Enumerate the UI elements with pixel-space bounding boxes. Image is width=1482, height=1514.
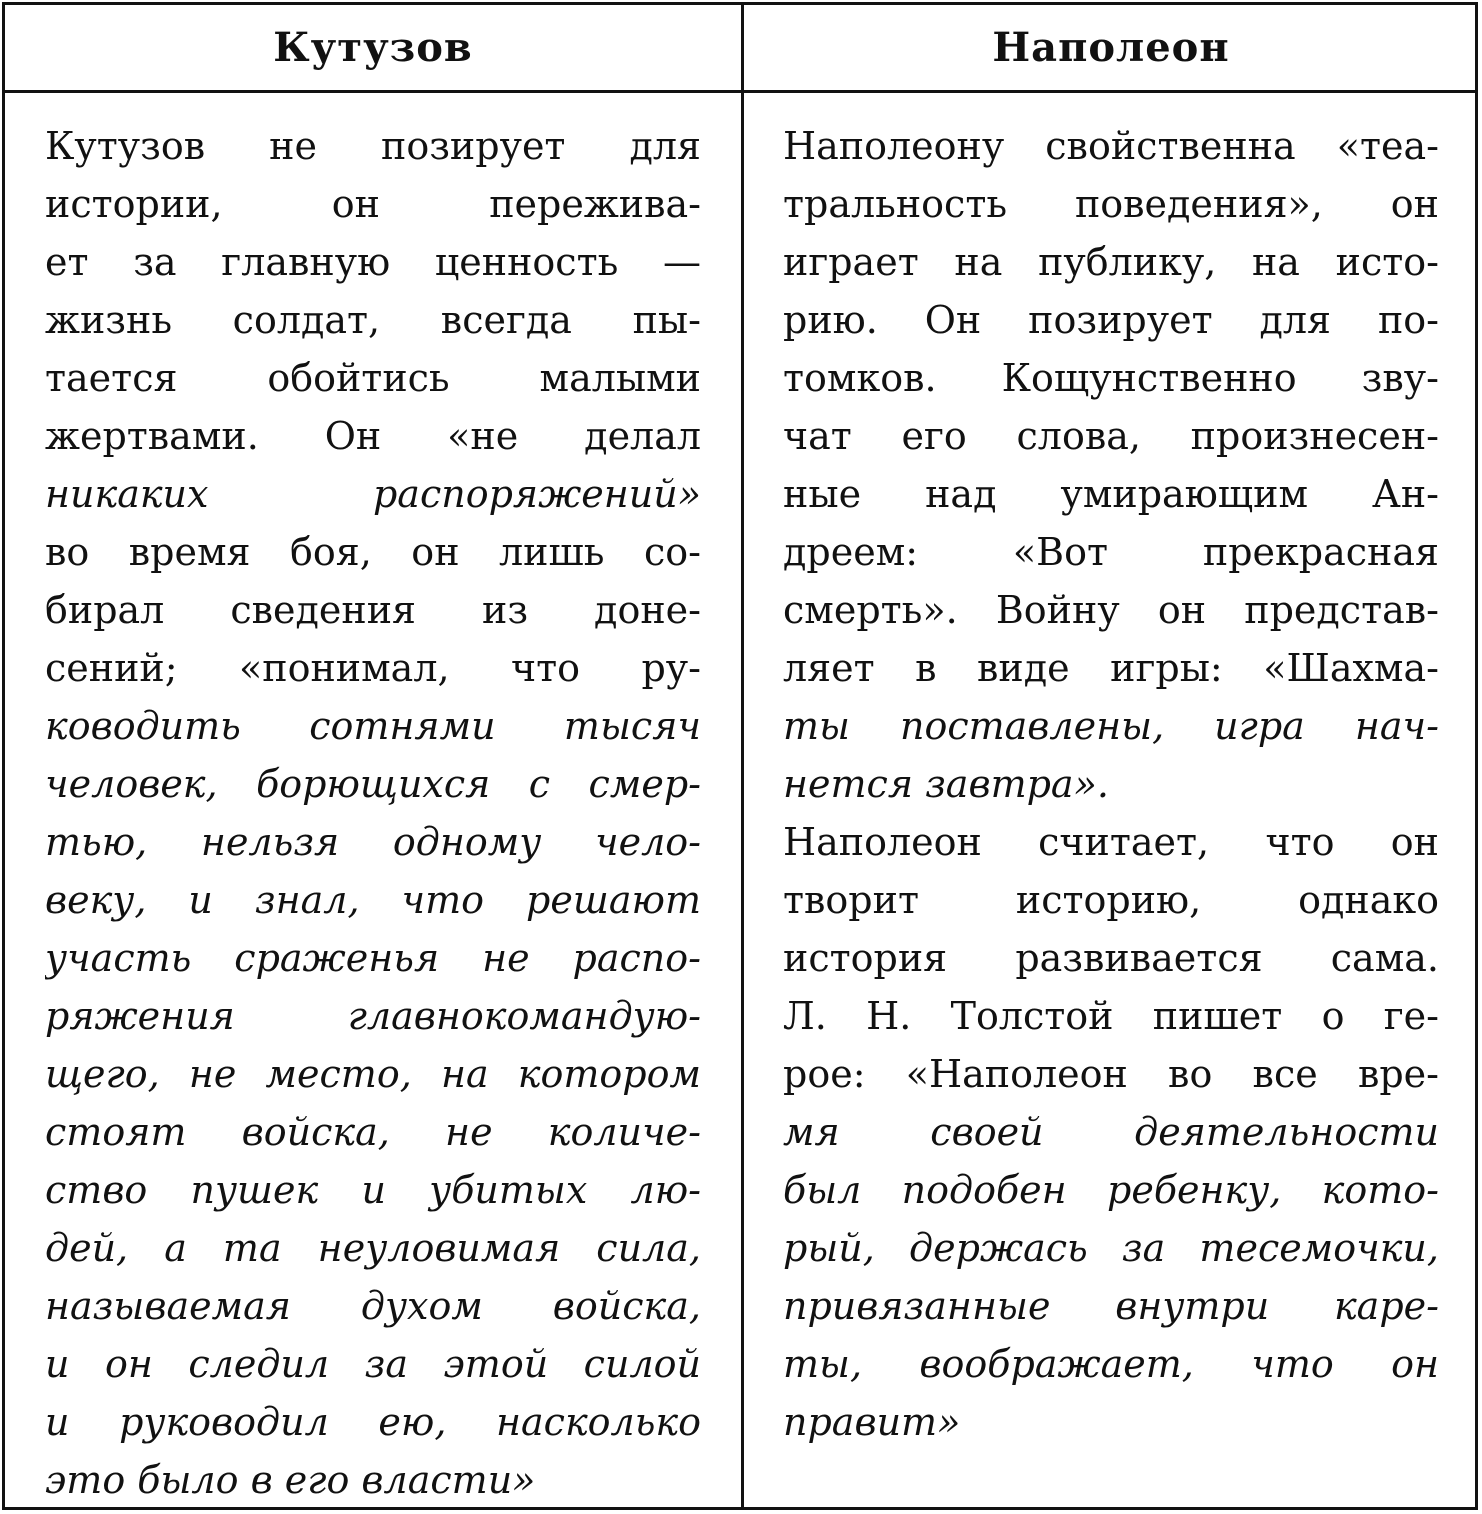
text-line: играет на публику, на исто- [783, 240, 1439, 284]
quote-line: был подобен ребенку, кото- [783, 1168, 1439, 1212]
text-line: ляет в виде игры: «Шахма- [783, 646, 1439, 690]
text-line: жизнь солдат, всегда пы- [45, 298, 701, 342]
quote-line: тью, нельзя одному чело- [45, 820, 701, 864]
text-line: истории, он пережива- [45, 182, 701, 226]
table-header-row [5, 5, 1475, 93]
quote-line: правит» [783, 1400, 961, 1444]
text-line: Наполеон считает, что он [783, 820, 1439, 864]
quote-line: ководить сотнями тысяч [45, 704, 701, 748]
quote-line: ты, воображает, что он [783, 1342, 1439, 1386]
text-line: сений; «понимал, что ру- [45, 646, 701, 690]
quote-line: называемая духом войска, [45, 1284, 701, 1328]
quote-line: это было в его власти» [45, 1458, 536, 1502]
quote-line: ты поставлены, игра нач- [783, 704, 1439, 748]
text-line: жертвами. Он «не делал [45, 414, 701, 458]
quote-line: рый, держась за тесемочки, [783, 1226, 1439, 1270]
cell-napoleon [783, 117, 1439, 1451]
text-line: рию. Он позирует для по- [783, 298, 1439, 342]
quote-line: нется завтра». [783, 762, 1109, 806]
text-line: рое: «Наполеон во все вре- [783, 1052, 1439, 1096]
text-line: томков. Кощунственно зву- [783, 356, 1439, 400]
text-line: дреем: «Вот прекрасная [783, 530, 1439, 574]
quote-line: участь сраженья не распо- [45, 936, 701, 980]
text-line: Л. Н. Толстой пишет о ге- [783, 994, 1439, 1038]
comparison-table [2, 2, 1478, 1510]
header-napoleon: Наполеон [992, 24, 1230, 71]
quote-line: стоят войска, не количе- [45, 1110, 701, 1154]
quote-line: дей, а та неуловимая сила, [45, 1226, 701, 1270]
quote-line: и он следил за этой силой [45, 1342, 701, 1386]
quote-line: веку, и знал, что решают [45, 878, 701, 922]
text-line: смерть». Войну он представ- [783, 588, 1439, 632]
quote-line: мя своей деятельности [783, 1110, 1439, 1154]
text-line: тральность поведения», он [783, 182, 1439, 226]
quote-line: щего, не место, на котором [45, 1052, 701, 1096]
text-line: тается обойтись малыми [45, 356, 701, 400]
quote-line: человек, борющихся с смер- [45, 762, 701, 806]
text-line: история развивается сама. [783, 936, 1439, 980]
quote-line: привязанные внутри каре- [783, 1284, 1439, 1328]
text-line: творит историю, однако [783, 878, 1439, 922]
text-line: Кутузов не позирует для [45, 124, 701, 168]
quote-line: и руководил ею, насколько [45, 1400, 701, 1444]
text-line: во время боя, он лишь со- [45, 530, 701, 574]
text-line: Наполеону свойственна «теа- [783, 124, 1439, 168]
text-line: ет за главную ценность — [45, 240, 701, 284]
quote-line: никаких распоряжений» [45, 472, 701, 516]
text-line: ные над умирающим Ан- [783, 472, 1439, 516]
text-line: бирал сведения из доне- [45, 588, 701, 632]
quote-line: ряжения главнокомандую- [45, 994, 701, 1038]
header-kutuzov: Кутузов [273, 24, 473, 71]
quote-line: ство пушек и убитых лю- [45, 1168, 701, 1212]
column-divider [741, 5, 744, 1507]
cell-kutuzov [45, 117, 701, 1509]
text-line: чат его слова, произнесен- [783, 414, 1439, 458]
